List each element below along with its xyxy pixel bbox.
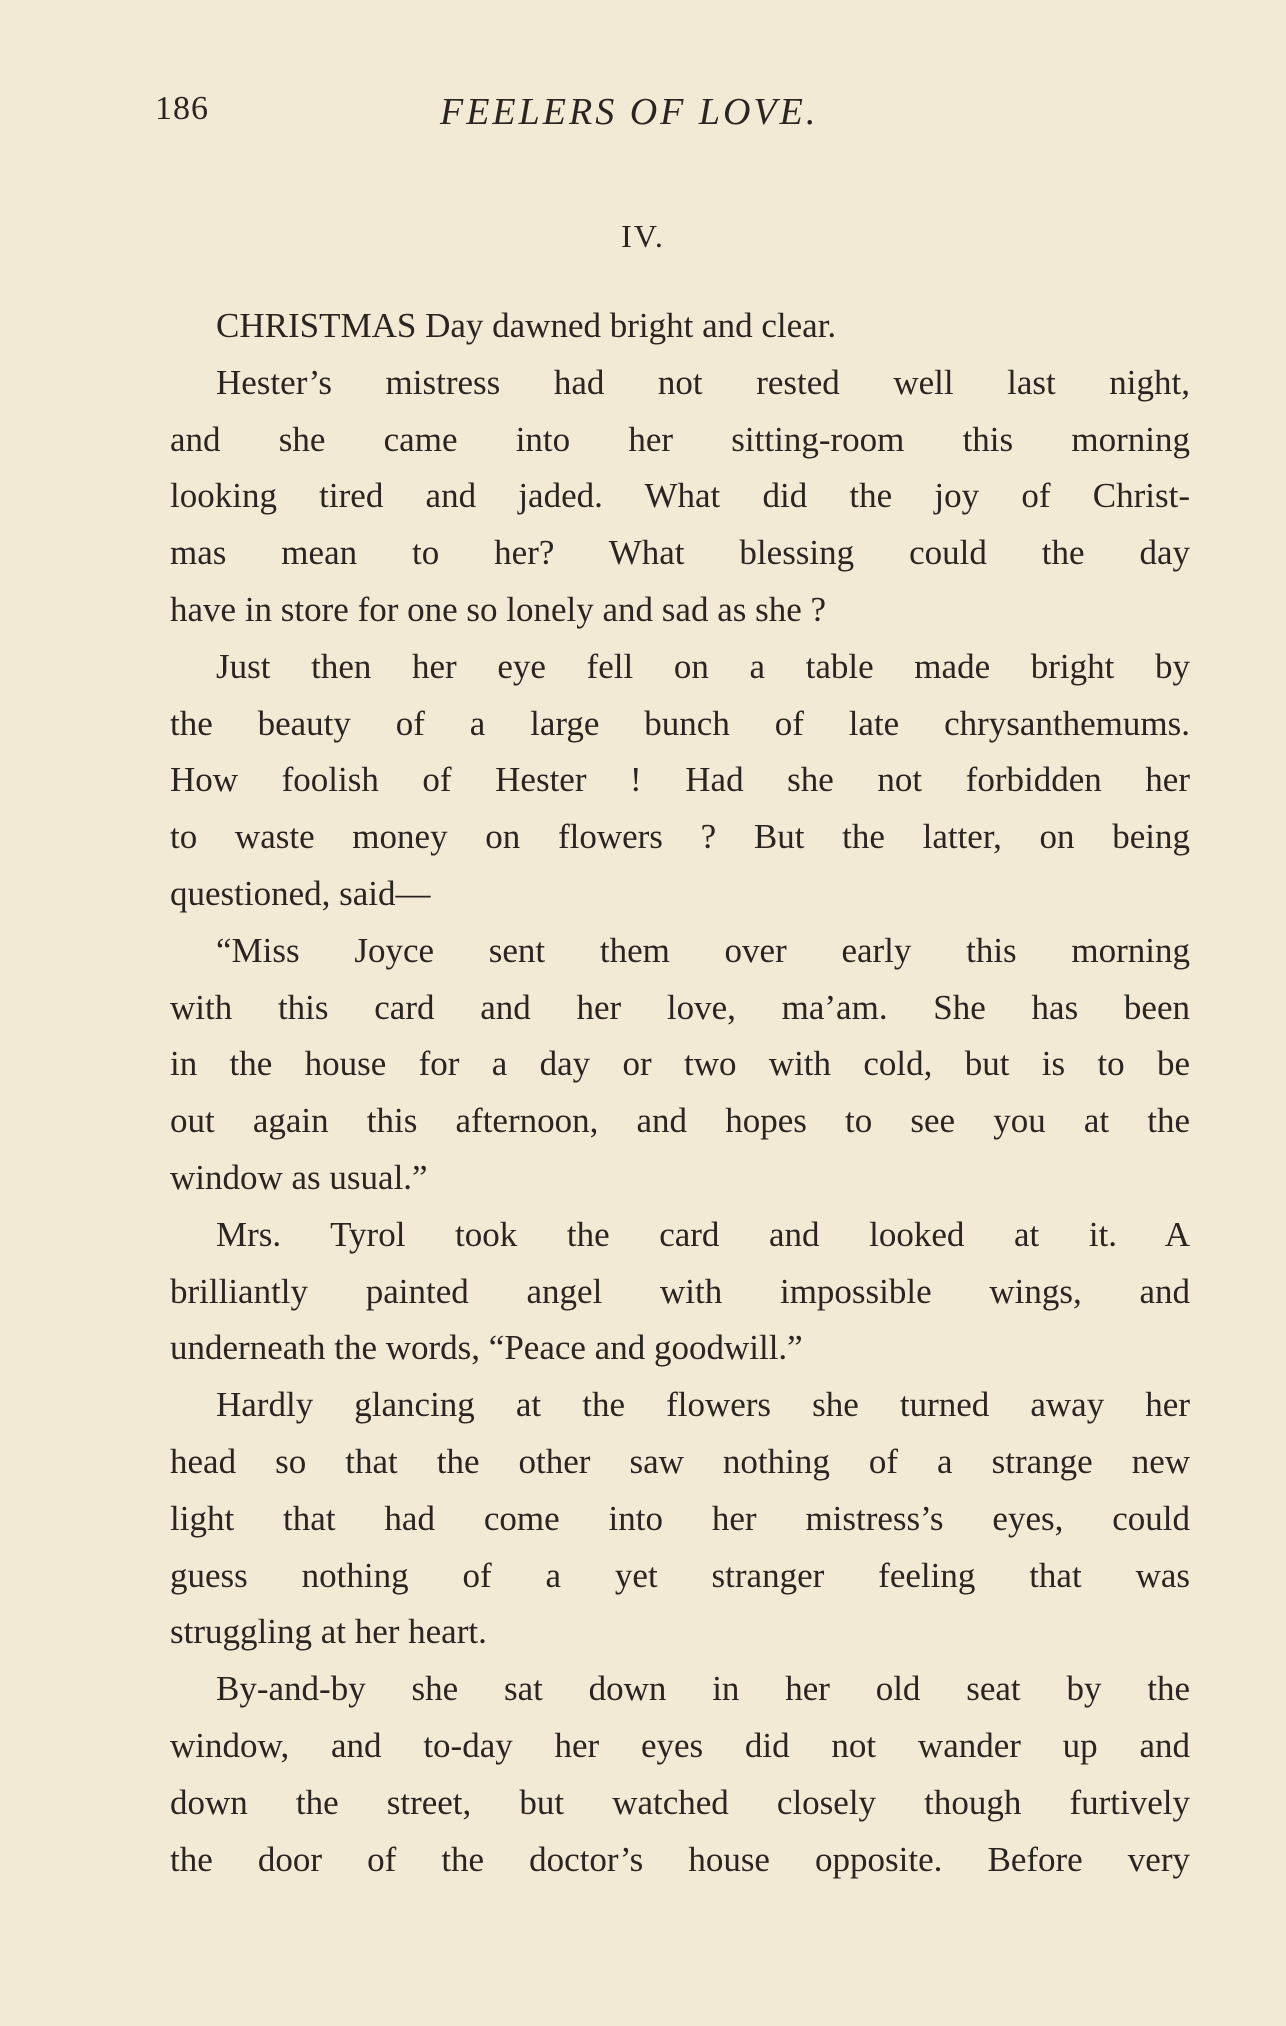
text-line: down the street, but watched closely though furtively — [170, 1782, 1190, 1822]
section-number: IV. — [621, 218, 665, 254]
page-number: 186 — [155, 90, 209, 127]
text-line: light that had come into her mistress’s eyes, could — [170, 1498, 1190, 1538]
text-line: in the house for a day or two with cold, but is to be — [170, 1044, 1190, 1084]
text-line: have in store for one so lonely and sad as she ? — [170, 589, 827, 629]
text-line: the beauty of a large bunch of late chrysanthemums. — [170, 703, 1190, 743]
text-line: head so that the other saw nothing of a strange new — [170, 1441, 1190, 1481]
text-line: out again this afternoon, and hopes to see you at the — [170, 1101, 1190, 1141]
text-line: guess nothing of a yet stranger feeling that was — [170, 1555, 1190, 1595]
text-line: Hardly glancing at the flowers she turned away her — [216, 1385, 1190, 1425]
text-line: questioned, said— — [170, 873, 431, 913]
text-line: underneath the words, “Peace and goodwill.” — [170, 1328, 803, 1368]
text-line: and she came into her sitting-room this morning — [170, 419, 1190, 459]
text-line: window as usual.” — [170, 1157, 428, 1197]
text-line: brilliantly painted angel with impossible wings, and — [170, 1271, 1190, 1311]
text-line: By-and-by she sat down in her old seat by the — [216, 1669, 1190, 1709]
text-line: “Miss Joyce sent them over early this morning — [216, 930, 1190, 970]
text-line: How foolish of Hester ! Had she not forbidden her — [170, 760, 1190, 800]
text-line: Mrs. Tyrol took the card and looked at it. A — [216, 1214, 1190, 1254]
text-line: Hester’s mistress had not rested well last night, — [216, 362, 1190, 402]
text-line: the door of the doctor’s house opposite. Before very — [170, 1839, 1190, 1879]
text-line: mas mean to her? What blessing could the day — [170, 533, 1190, 573]
text-line: CHRISTMAS Day dawned bright and clear. — [216, 306, 837, 345]
body-text — [170, 298, 1190, 1888]
text-line: with this card and her love, ma’am. She has been — [170, 987, 1190, 1027]
text-line: to waste money on flowers ? But the latter, on being — [170, 817, 1190, 857]
running-title: FEELERS OF LOVE. — [440, 91, 819, 133]
page-header — [155, 90, 915, 150]
text-line: window, and to-day her eyes did not wander up and — [170, 1725, 1190, 1765]
text-line: looking tired and jaded. What did the joy of Christ- — [170, 476, 1190, 516]
text-line: struggling at her heart. — [170, 1612, 487, 1652]
text-line: Just then her eye fell on a table made bright by — [216, 646, 1190, 686]
